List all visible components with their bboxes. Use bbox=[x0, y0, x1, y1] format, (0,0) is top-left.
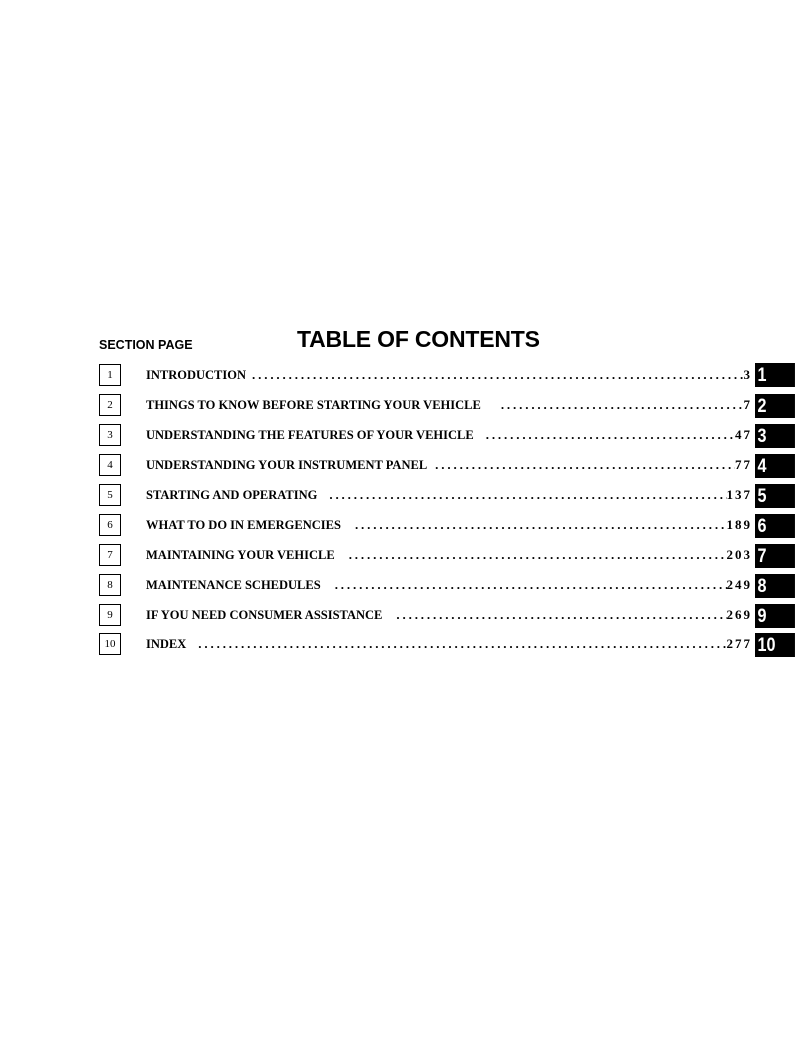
toc-entry[interactable] bbox=[146, 427, 752, 445]
dot-leader bbox=[321, 577, 727, 593]
toc-entry[interactable] bbox=[146, 487, 752, 505]
toc-row[interactable] bbox=[0, 514, 802, 538]
section-number-box: 5 bbox=[99, 484, 121, 506]
toc-row[interactable] bbox=[0, 633, 802, 657]
toc-row[interactable] bbox=[0, 574, 802, 598]
toc-row[interactable] bbox=[0, 454, 802, 478]
toc-row[interactable] bbox=[0, 394, 802, 418]
dot-leader bbox=[474, 427, 735, 443]
toc-page-number: 249 bbox=[726, 577, 752, 592]
toc-row[interactable] bbox=[0, 424, 802, 448]
toc-page-number: 277 bbox=[726, 636, 752, 651]
toc-page-number: 269 bbox=[726, 607, 752, 622]
toc-page-number: 7 bbox=[743, 397, 752, 412]
toc-entry-title: INDEX bbox=[146, 637, 187, 651]
toc-entry-title: THINGS TO KNOW BEFORE STARTING YOUR VEHICLE bbox=[146, 398, 481, 412]
dot-leader bbox=[246, 367, 743, 383]
section-thumb-tab[interactable]: 4 bbox=[755, 454, 795, 478]
dot-leader bbox=[317, 487, 726, 503]
section-thumb-tab[interactable]: 6 bbox=[755, 514, 795, 538]
toc-entry[interactable] bbox=[146, 397, 752, 415]
toc-entry-title: MAINTENANCE SCHEDULES bbox=[146, 578, 321, 592]
toc-entry-title: UNDERSTANDING THE FEATURES OF YOUR VEHICLE bbox=[146, 428, 474, 442]
section-number-box: 1 bbox=[99, 364, 121, 386]
toc-row[interactable] bbox=[0, 484, 802, 508]
toc-entry-title: WHAT TO DO IN EMERGENCIES bbox=[146, 518, 341, 532]
toc-row[interactable] bbox=[0, 364, 802, 388]
toc-page-number: 47 bbox=[735, 427, 752, 442]
section-number-box: 6 bbox=[99, 514, 121, 536]
dot-leader bbox=[481, 397, 744, 413]
section-thumb-tab[interactable]: 8 bbox=[755, 574, 795, 598]
dot-leader bbox=[427, 457, 735, 473]
toc-page-number: 203 bbox=[726, 547, 752, 562]
section-number-box: 3 bbox=[99, 424, 121, 446]
dot-leader bbox=[186, 636, 726, 652]
toc-entry-title: STARTING AND OPERATING bbox=[146, 488, 318, 502]
section-thumb-tab[interactable]: 5 bbox=[755, 484, 795, 508]
toc-entry[interactable] bbox=[146, 547, 752, 565]
section-thumb-tab[interactable]: 2 bbox=[755, 394, 795, 418]
section-number-box: 8 bbox=[99, 574, 121, 596]
toc-entry-title: INTRODUCTION bbox=[146, 368, 247, 382]
page-title: TABLE OF CONTENTS bbox=[297, 326, 540, 352]
section-number-box: 10 bbox=[99, 633, 121, 655]
toc-page-number: 189 bbox=[726, 517, 752, 532]
section-thumb-tab[interactable]: 1 bbox=[755, 363, 795, 387]
section-number-box: 9 bbox=[99, 604, 121, 626]
toc-entry-title: MAINTAINING YOUR VEHICLE bbox=[146, 548, 335, 562]
dot-leader bbox=[341, 517, 727, 533]
section-number-box: 7 bbox=[99, 544, 121, 566]
dot-leader bbox=[335, 547, 727, 563]
toc-row[interactable] bbox=[0, 604, 802, 628]
section-page-heading: SECTION PAGE bbox=[99, 338, 193, 352]
toc-entry[interactable] bbox=[146, 457, 752, 475]
section-thumb-tab[interactable]: 3 bbox=[755, 424, 795, 448]
toc-entry[interactable] bbox=[146, 517, 752, 535]
toc-page-number: 77 bbox=[735, 457, 752, 472]
toc-entry[interactable] bbox=[146, 636, 752, 654]
toc-entry[interactable] bbox=[146, 367, 752, 385]
dot-leader bbox=[382, 607, 726, 623]
section-thumb-tab[interactable]: 10 bbox=[755, 633, 795, 657]
section-thumb-tab[interactable]: 9 bbox=[755, 604, 795, 628]
toc-page-number: 137 bbox=[726, 487, 752, 502]
toc-entry-title: IF YOU NEED CONSUMER ASSISTANCE bbox=[146, 608, 383, 622]
section-number-box: 2 bbox=[99, 394, 121, 416]
toc-entry[interactable] bbox=[146, 577, 752, 595]
toc-entry[interactable] bbox=[146, 607, 752, 625]
toc-page-number: 3 bbox=[743, 367, 752, 382]
section-thumb-tab[interactable]: 7 bbox=[755, 544, 795, 568]
toc-row[interactable] bbox=[0, 544, 802, 568]
toc-entry-title: UNDERSTANDING YOUR INSTRUMENT PANEL bbox=[146, 458, 428, 472]
section-number-box: 4 bbox=[99, 454, 121, 476]
